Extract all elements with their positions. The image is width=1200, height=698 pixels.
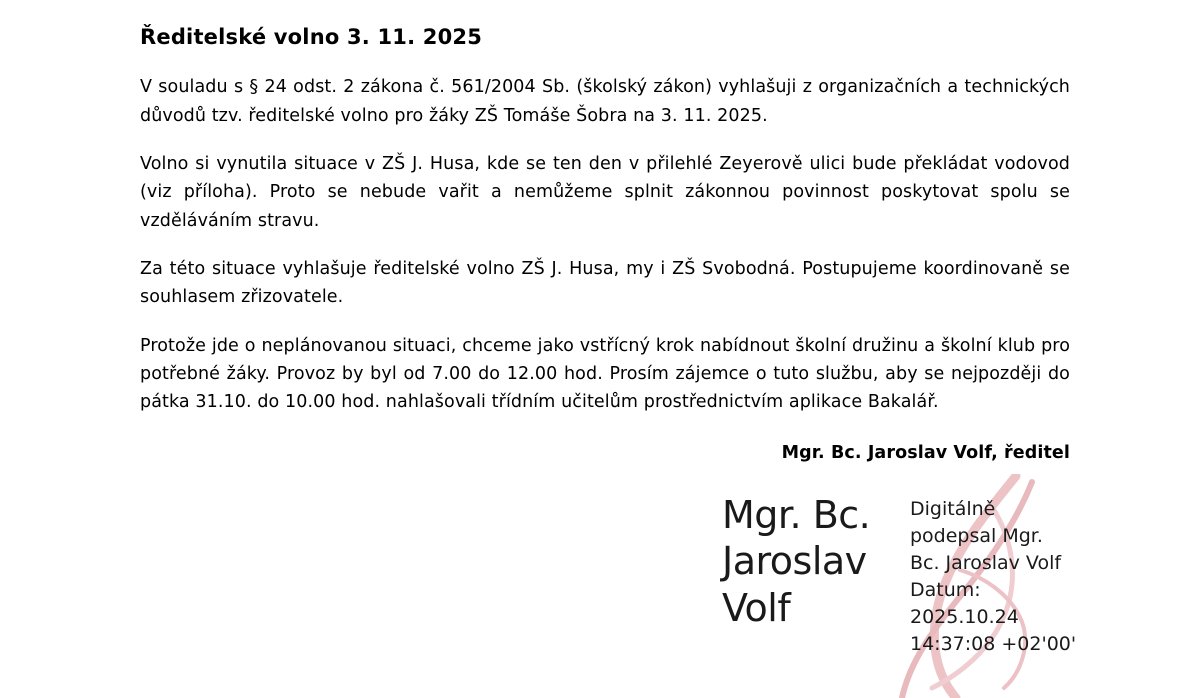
signature-name-line-3: Volf — [722, 585, 791, 630]
paragraph-1: V souladu s § 24 odst. 2 zákona č. 561/2004 Sb. (školský zákon) vyhlašuji z organizačních a technických důvodů tzv. ředitelské volno pro žáky ZŠ Tomáše Šobra na 3. 11. 2025. — [140, 77, 1070, 126]
signature-metadata — [910, 496, 1120, 658]
document-body — [140, 24, 1070, 463]
paragraph-3: Za této situace vyhlašuje ředitelské volno ZŠ J. Husa, my i ZŠ Svobodná. Postupujeme koordinovaně se souhlasem zřizovatele. — [140, 259, 1070, 308]
digital-signature-stamp — [700, 478, 1120, 698]
signature-meta-line-4: Datum: — [910, 578, 981, 601]
paragraph-2: Volno si vynutila situace v ZŠ J. Husa, kde se ten den v přilehlé Zeyerově ulici bude překládat vodovod (viz příloha). Proto se nebude vařit a nemůžeme splnit zákonnou povinnost poskytovat spolu se vzděláváním stravu. — [140, 153, 1070, 231]
page-title: Ředitelské volno 3. 11. 2025 — [140, 25, 483, 49]
signature-name-text — [722, 492, 922, 631]
signature-meta-line-5: 2025.10.24 — [910, 605, 1019, 628]
signature-meta-line-2: podepsal Mgr. — [910, 524, 1043, 547]
signature-name-line-2: Jaroslav — [722, 539, 867, 584]
paragraph-4: Protože jde o neplánovanou situaci, chceme jako vstřícný krok nabídnout školní družinu a školní klub pro potřebné žáky. Provoz by byl od 7.00 do 12.00 hod. Prosím zájemce o tuto službu, aby se nejpozději do pátka 31.10. do 10.00 hod. nahlašovali třídním učitelům prostřednictvím aplikace Bakalář. — [140, 335, 1070, 413]
signature-meta-line-6: 14:37:08 +02'00' — [910, 632, 1077, 655]
signatory-name: Mgr. Bc. Jaroslav Volf, ředitel — [781, 442, 1070, 463]
signature-meta-line-3: Bc. Jaroslav Volf — [910, 551, 1062, 574]
signature-name-line-1: Mgr. Bc. — [722, 493, 871, 537]
signature-meta-line-1: Digitálně — [910, 498, 996, 520]
